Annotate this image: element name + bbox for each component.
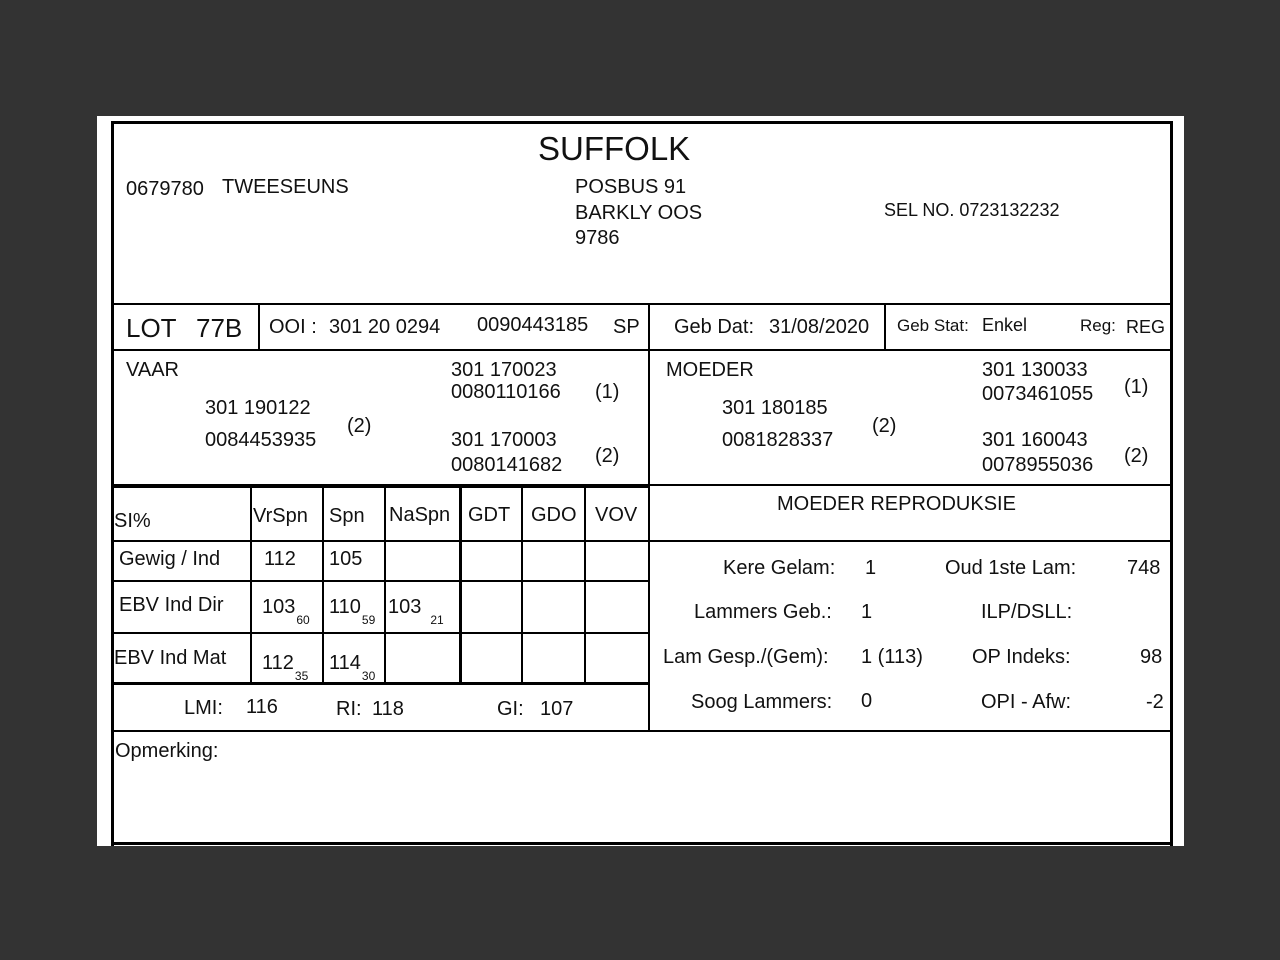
ri-label: RI: <box>336 698 362 720</box>
table-cell: $110_{59}$ <box>329 596 376 627</box>
table-cell: $103_{60}$ <box>262 596 310 627</box>
reg-label: Reg: <box>1080 316 1116 335</box>
sire-dam-marker: (2) <box>595 445 620 467</box>
dam-label: MOEDER <box>666 359 754 381</box>
table-line <box>111 540 649 542</box>
column-header: VrSpn <box>253 505 308 527</box>
divider <box>111 349 1172 351</box>
row-label: EBV Ind Mat <box>114 647 227 669</box>
dam-sire-id: 301 130033 <box>982 359 1088 381</box>
table-line <box>459 485 462 683</box>
table-line <box>521 485 523 683</box>
address-line-1: POSBUS 91 <box>575 176 687 198</box>
border-top <box>111 121 1172 124</box>
table-line <box>250 485 252 683</box>
birth-status: Enkel <box>982 315 1028 335</box>
column-header: GDO <box>531 504 577 526</box>
suckling-lambs-value: 0 <box>861 690 873 712</box>
ewe-label: OOI : <box>269 316 317 338</box>
ilp-label: ILP/DSLL: <box>981 601 1073 623</box>
column-header: Spn <box>329 505 365 527</box>
column-header: SI% <box>114 510 151 532</box>
sire-number: 0084453935 <box>205 429 317 451</box>
divider <box>648 303 650 731</box>
lambs-born-value: 1 <box>861 601 873 623</box>
dam-id: 301 180185 <box>722 397 828 419</box>
divider <box>884 303 886 349</box>
dam-sire-number: 0073461055 <box>982 383 1094 405</box>
row-label: EBV Ind Dir <box>119 594 224 616</box>
divider <box>648 540 1172 542</box>
divider <box>111 303 1172 305</box>
sire-sire-marker: (1) <box>595 381 620 403</box>
table-line <box>111 580 649 582</box>
birth-date: 31/08/2020 <box>769 316 870 338</box>
cell-number: SEL NO. 0723132232 <box>884 200 1060 220</box>
age-first-lamb-label: Oud 1ste Lam: <box>945 557 1077 579</box>
address-line-2: BARKLY OOS <box>575 202 703 224</box>
owner-code: 0679780 <box>126 178 204 200</box>
dam-marker: (2) <box>872 415 897 437</box>
table-line <box>322 485 324 683</box>
table-cell: 105 <box>329 548 363 570</box>
opi-deviation-value: -2 <box>1146 691 1164 713</box>
column-header: NaSpn <box>389 504 451 526</box>
divider <box>111 730 1172 732</box>
table-cell: $114_{30}$ <box>329 652 376 683</box>
table-cell: $112_{35}$ <box>262 652 309 683</box>
owner-name: TWEESEUNS <box>222 176 349 198</box>
op-index-value: 98 <box>1140 646 1163 668</box>
gi-value: 107 <box>540 698 574 720</box>
lmi-value: 116 <box>246 696 278 718</box>
op-index-label: OP Indeks: <box>972 646 1071 668</box>
sire-id: 301 190122 <box>205 397 311 419</box>
table-border <box>111 682 649 685</box>
sire-dam-id: 301 170003 <box>451 429 557 451</box>
lot-label: LOT <box>126 313 177 343</box>
times-lambed-value: 1 <box>865 557 877 579</box>
dam-dam-id: 301 160043 <box>982 429 1088 451</box>
table-cell <box>389 549 390 572</box>
birth-date-label: Geb Dat: <box>674 316 755 338</box>
column-header: GDT <box>468 504 511 526</box>
dam-dam-number: 0078955036 <box>982 454 1094 476</box>
sire-sire-id: 301 170023 <box>451 359 557 381</box>
lmi-label: LMI: <box>184 697 223 719</box>
suckling-lambs-label: Soog Lammers: <box>691 691 833 713</box>
table-cell: 112 <box>264 548 296 570</box>
lot-number: 77B <box>196 313 243 343</box>
table-cell: $103_{21}$ <box>388 596 444 627</box>
id-number: 0090443185 <box>477 314 589 336</box>
row-label: Gewig / Ind <box>119 548 221 570</box>
dam-number: 0081828337 <box>722 429 834 451</box>
breed-title: SUFFOLK <box>538 130 691 167</box>
address-line-3: 9786 <box>575 227 620 249</box>
birth-status-label: Geb Stat: <box>897 316 969 335</box>
sire-label: VAAR <box>126 359 179 381</box>
divider <box>258 303 260 349</box>
border-bottom <box>111 842 1173 845</box>
sire-sire-number: 0080110166 <box>451 381 561 403</box>
table-line <box>584 485 586 683</box>
table-line <box>111 632 649 634</box>
opi-deviation-label: OPI - Afw: <box>981 691 1072 713</box>
table-line <box>384 485 386 683</box>
times-lambed-label: Kere Gelam: <box>723 557 836 579</box>
sire-marker: (2) <box>347 415 372 437</box>
remarks-label: Opmerking: <box>115 740 219 762</box>
table-border <box>111 485 649 488</box>
lambs-weaned-value: 1 (113) <box>861 646 923 668</box>
reproduction-title: MOEDER REPRODUKSIE <box>777 493 1016 515</box>
gi-label: GI: <box>497 698 524 720</box>
lot-card <box>97 116 1184 846</box>
ri-value: 118 <box>372 698 404 720</box>
sp-code: SP <box>613 316 640 338</box>
age-first-lamb-value: 748 <box>1127 557 1161 579</box>
dam-dam-marker: (2) <box>1124 445 1149 467</box>
ewe-number: 301 20 0294 <box>329 316 441 338</box>
dam-sire-marker: (1) <box>1124 376 1149 398</box>
reg-value: REG <box>1126 317 1166 337</box>
column-header: VOV <box>595 504 638 526</box>
lambs-born-label: Lammers Geb.: <box>694 601 832 623</box>
sire-dam-number: 0080141682 <box>451 454 563 476</box>
table-cell <box>389 653 390 676</box>
lambs-weaned-label: Lam Gesp./(Gem): <box>663 646 829 668</box>
